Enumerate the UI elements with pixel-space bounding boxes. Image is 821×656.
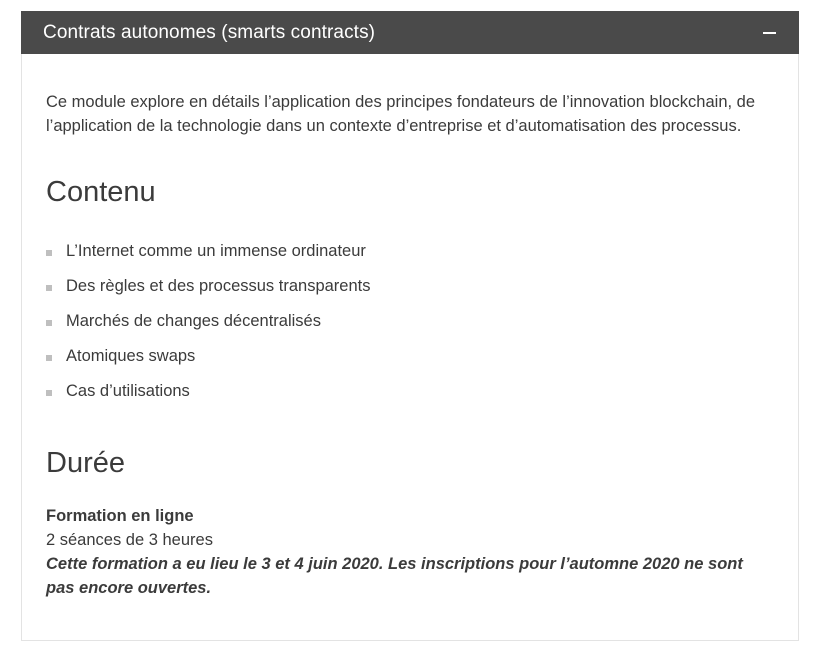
list-item-label: Cas d’utilisations [66,382,190,400]
contenu-list [46,234,774,409]
minus-icon[interactable] [763,26,777,40]
accordion-header[interactable] [21,11,799,54]
duree-heading: Durée [46,447,125,479]
list-item [46,339,774,374]
duree-details [46,504,774,600]
contenu-heading: Contenu [46,176,156,208]
square-bullet-icon [46,390,52,396]
list-item [46,269,774,304]
list-item-label: Des règles et des processus transparents [66,277,371,295]
square-bullet-icon [46,320,52,326]
list-item-label: Marchés de changes décentralisés [66,312,321,330]
list-item [46,374,774,409]
format-label: Formation en ligne [46,507,194,525]
square-bullet-icon [46,285,52,291]
module-description: Ce module explore en détails l’application des principes fondateurs de l’innovation blockchain, de l’application de la technologie dans un contexte d’entreprise et d’automatisation des processus. [46,93,756,135]
accordion-body [21,54,799,641]
list-item-label: L’Internet comme un immense ordinateur [66,242,366,260]
sessions-text: 2 séances de 3 heures [46,531,213,549]
accordion-title: Contrats autonomes (smarts contracts) [43,21,376,43]
course-accordion [21,11,799,641]
schedule-note: Cette formation a eu lieu le 3 et 4 juin 2020. Les inscriptions pour l’automne 2020 ne sont pas encore ouvertes. [46,555,743,597]
list-item [46,234,774,269]
square-bullet-icon [46,250,52,256]
list-item-label: Atomiques swaps [66,347,196,365]
list-item [46,304,774,339]
square-bullet-icon [46,355,52,361]
